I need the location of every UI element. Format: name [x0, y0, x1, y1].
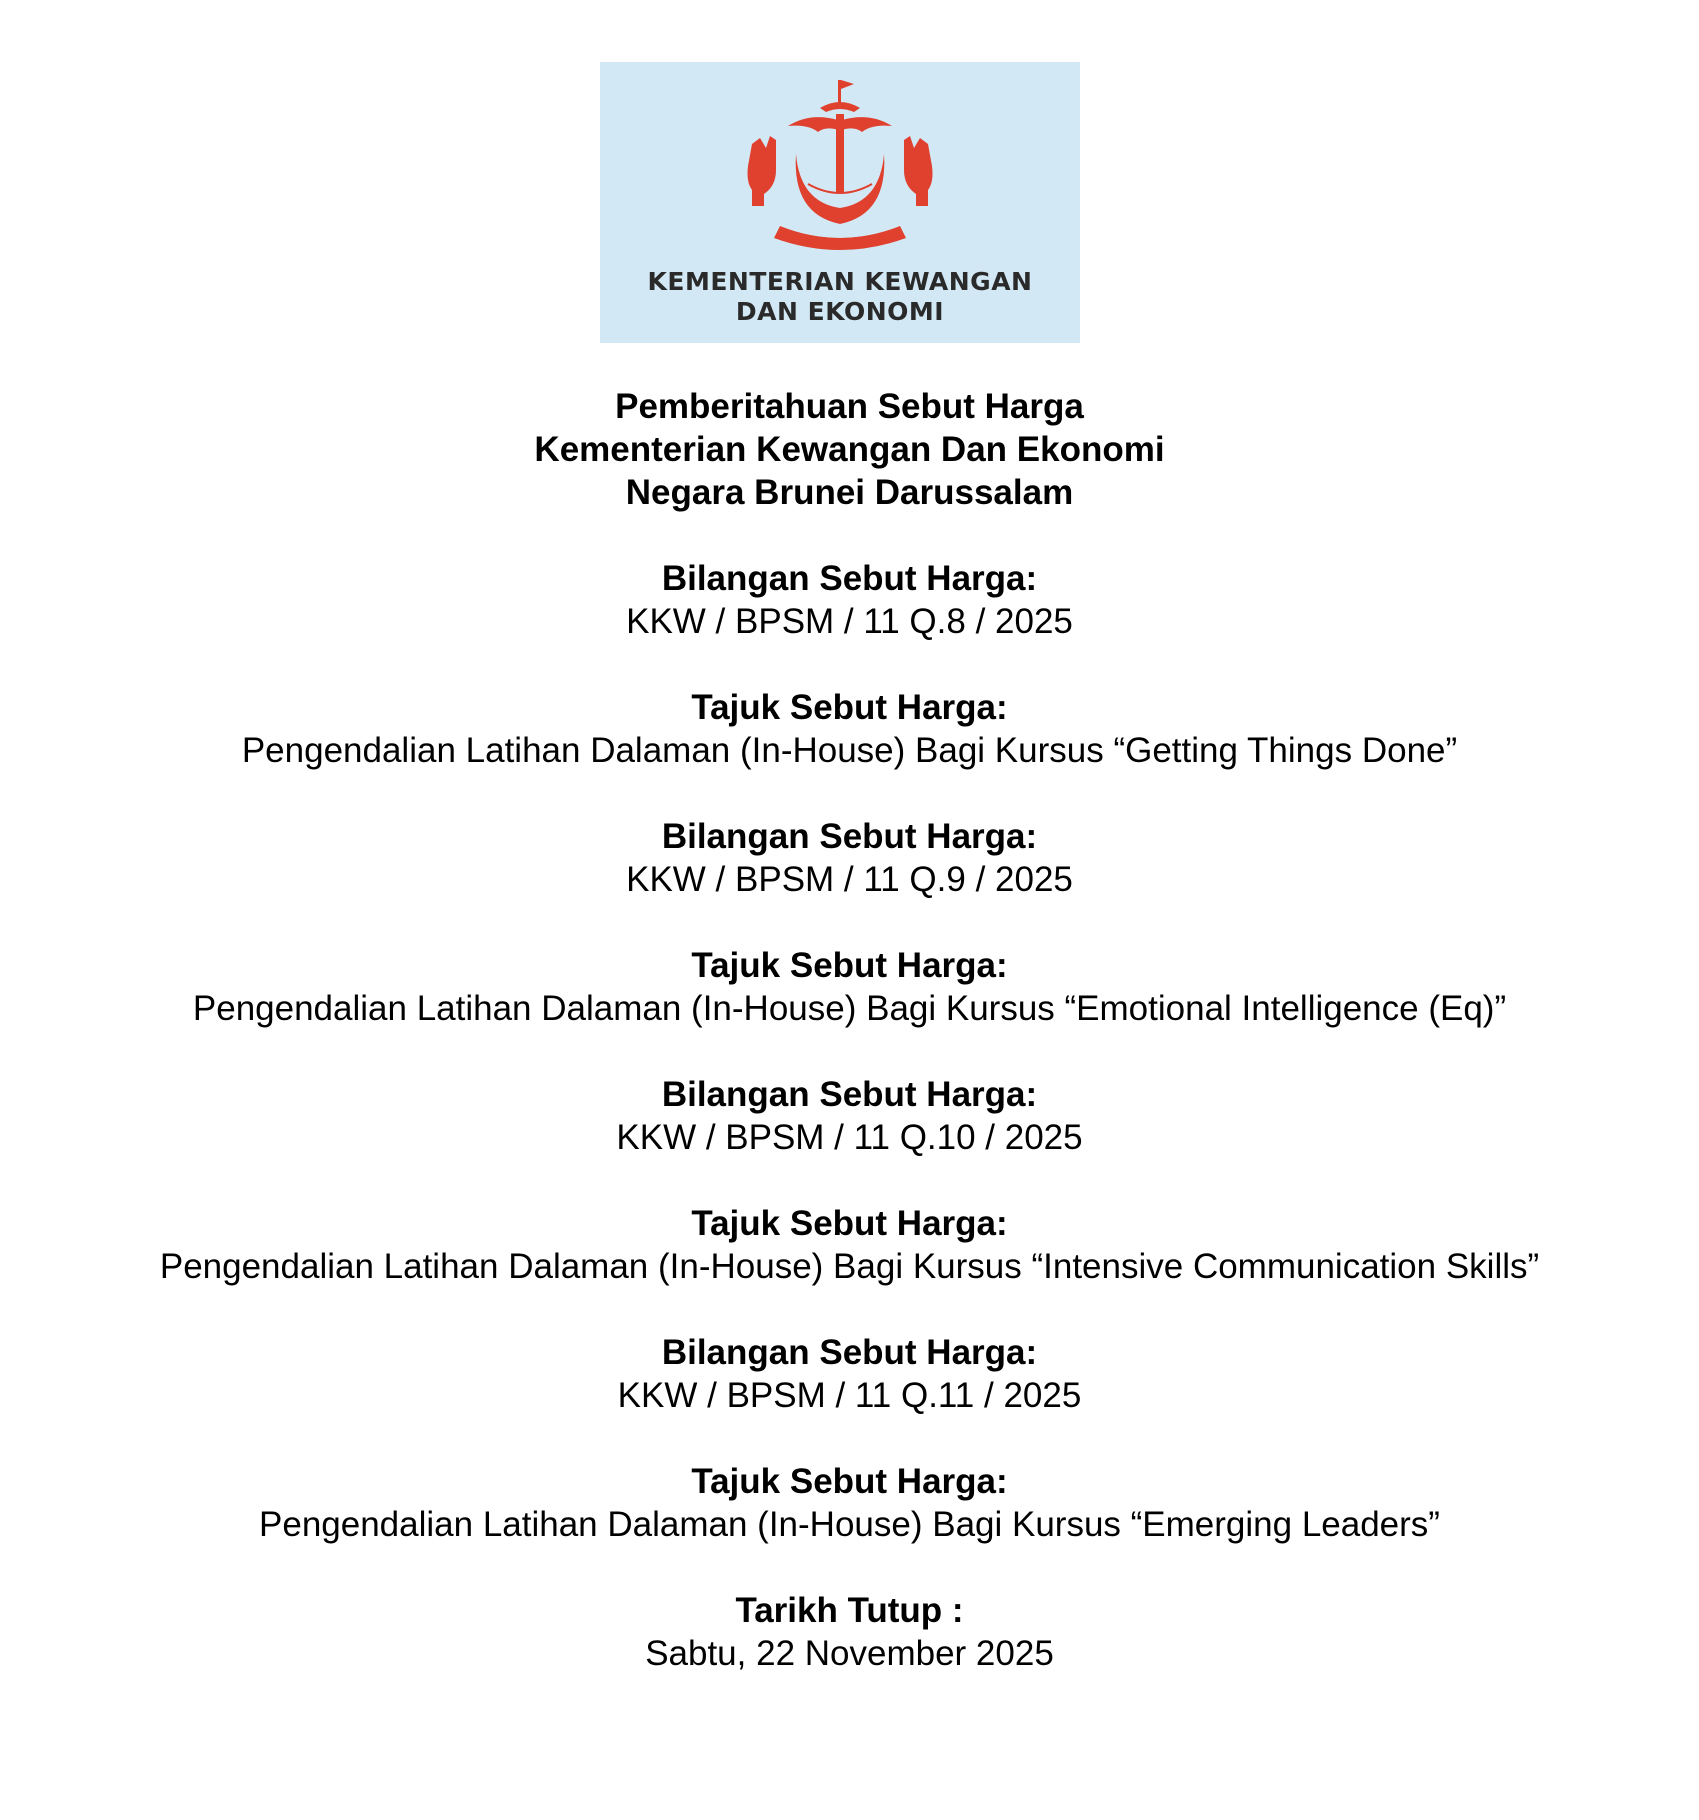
ministry-name: Kementerian Kewangan Dan Ekonomi	[534, 430, 1165, 469]
ministry-logo	[600, 62, 1080, 343]
quotation-title-label: Tajuk Sebut Harga:	[691, 1462, 1008, 1501]
quotation-number-label: Bilangan Sebut Harga:	[661, 559, 1038, 598]
quotation-number: KKW / BPSM / 11 Q.9 / 2025	[626, 860, 1073, 899]
quotation-title: Pengendalian Latihan Dalaman (In-House) Bagi Kursus “Getting Things Done”	[241, 731, 1458, 770]
closing-date: Sabtu, 22 November 2025	[645, 1634, 1054, 1673]
quotation-number: KKW / BPSM / 11 Q.8 / 2025	[626, 602, 1073, 641]
closing-date-label: Tarikh Tutup :	[735, 1591, 964, 1630]
quotation-title: Pengendalian Latihan Dalaman (In-House) Bagi Kursus “Emotional Intelligence (Eq)”	[192, 989, 1507, 1028]
quotation-title-label: Tajuk Sebut Harga:	[691, 688, 1008, 727]
logo-text-line2: DAN EKONOMI	[735, 297, 945, 326]
quotation-title-label: Tajuk Sebut Harga:	[691, 1204, 1008, 1243]
quotation-title: Pengendalian Latihan Dalaman (In-House) Bagi Kursus “Emerging Leaders”	[259, 1505, 1440, 1544]
quotation-title-label: Tajuk Sebut Harga:	[691, 946, 1008, 985]
notice-heading: Pemberitahuan Sebut Harga	[615, 387, 1084, 426]
notice-body	[0, 385, 1699, 1675]
quotation-title: Pengendalian Latihan Dalaman (In-House) Bagi Kursus “Intensive Communication Skills”	[159, 1247, 1540, 1286]
quotation-number-label: Bilangan Sebut Harga:	[661, 1333, 1038, 1372]
quotation-number: KKW / BPSM / 11 Q.10 / 2025	[616, 1118, 1083, 1157]
logo-text-line1: KEMENTERIAN KEWANGAN	[647, 267, 1033, 296]
country-name: Negara Brunei Darussalam	[625, 473, 1074, 512]
brunei-crest-icon	[730, 74, 950, 254]
quotation-number-label: Bilangan Sebut Harga:	[661, 817, 1038, 856]
quotation-number: KKW / BPSM / 11 Q.11 / 2025	[617, 1376, 1082, 1415]
quotation-number-label: Bilangan Sebut Harga:	[661, 1075, 1038, 1114]
